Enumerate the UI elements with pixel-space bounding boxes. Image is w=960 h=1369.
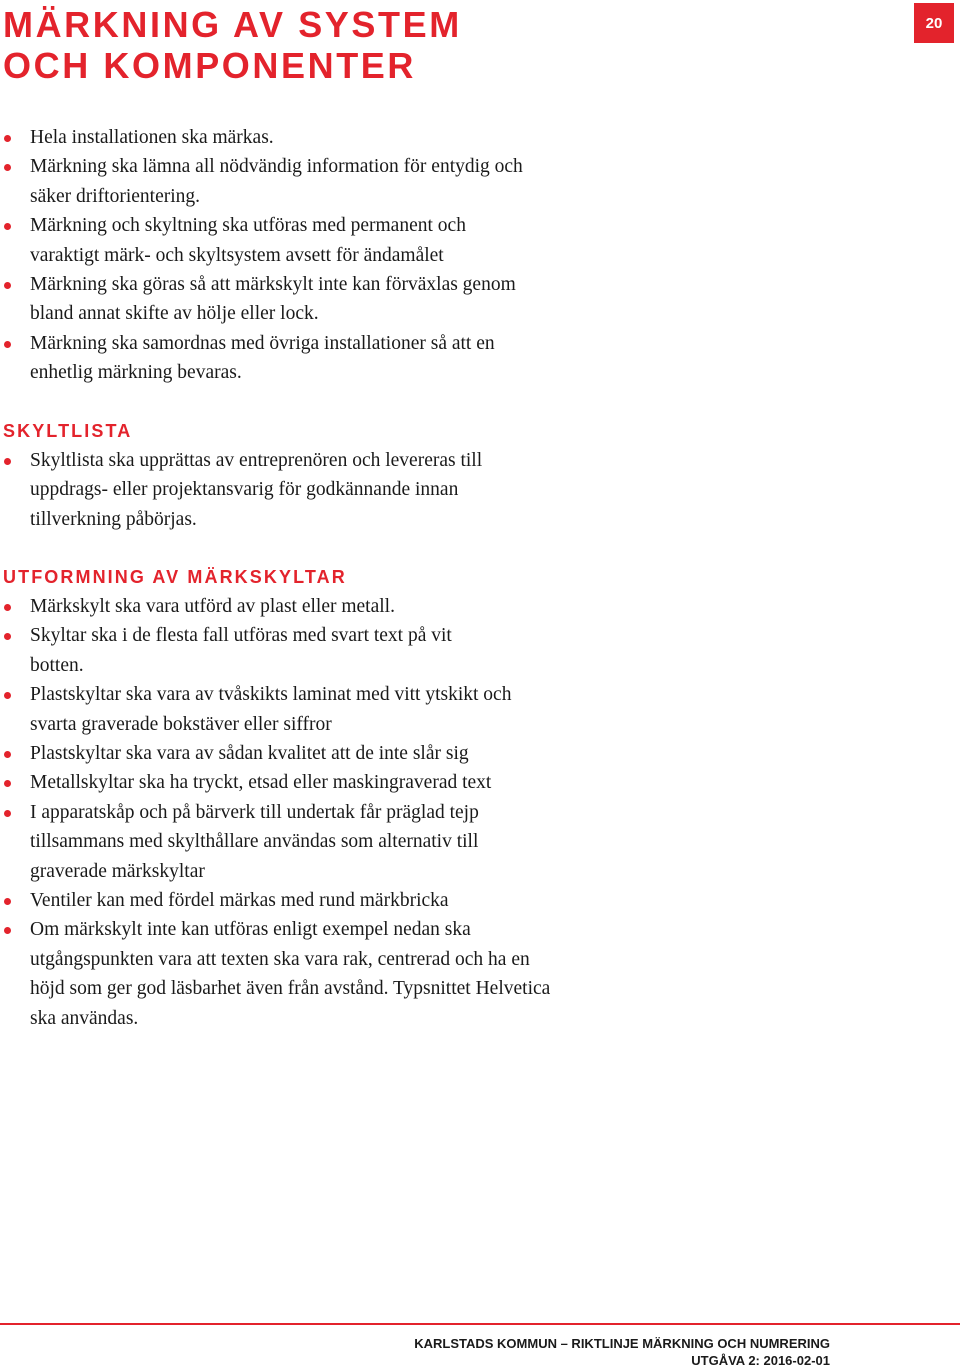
list-item: Skyltlista ska upprättas av entreprenören och levereras till uppdrags- eller projektansvarig för godkännande innan tillverkning påbörjas. [0, 446, 538, 534]
list-item: Ventiler kan med fördel märkas med rund märkbricka [0, 886, 600, 915]
footer-divider [0, 1323, 960, 1325]
footer-edition: UTGÅVA 2: 2016-02-01 [691, 1353, 830, 1368]
list-item: Metallskyltar ska ha tryckt, etsad eller maskingraverad text [0, 768, 600, 797]
list-item: Märkning ska lämna all nödvändig information för entydig och säker driftorientering. [0, 152, 550, 211]
page-number-badge: 20 [914, 3, 954, 43]
list-item: Plastskyltar ska vara av sådan kvalitet att de inte slår sig [0, 739, 600, 768]
list-item: Märkning ska göras så att märkskylt inte kan förväxlas genom bland annat skifte av hölje eller lock. [0, 270, 520, 329]
list-item: Om märkskylt inte kan utföras enligt exempel nedan ska utgångspunkten vara att texten ska vara rak, centrerad och ha en höjd som ger god läsbarhet även från avstånd. Typsnittet Helvetica ska användas. [0, 915, 560, 1033]
list-item: Skyltar ska i de flesta fall utföras med svart text på vit botten. [0, 621, 500, 680]
list-item: Märkskylt ska vara utförd av plast eller metall. [0, 592, 600, 621]
list-item: Hela installationen ska märkas. [0, 123, 600, 152]
footer-organization: KARLSTADS KOMMUN – RIKTLINJE MÄRKNING OCH NUMRERING [414, 1336, 830, 1351]
list-item: Plastskyltar ska vara av tvåskikts laminat med vitt ytskikt och svarta graverade bokstäver eller siffror [0, 680, 535, 739]
title-line-2: OCH KOMPONENTER [3, 45, 417, 86]
intro-bullet-list [0, 123, 600, 388]
page-title [3, 4, 462, 86]
title-line-1: MÄRKNING AV SYSTEM [3, 4, 462, 45]
list-item: I apparatskåp och på bärverk till undertak får präglad tejp tillsammans med skylthållare användas som alternativ till graverade märkskyltar [0, 798, 530, 886]
list-item: Märkning ska samordnas med övriga installationer så att en enhetlig märkning bevaras. [0, 329, 550, 388]
section-heading-skyltlista: SKYLTLISTA [3, 421, 133, 441]
utformning-bullet-list [0, 592, 600, 1033]
section-heading-utformning: UTFORMNING AV MÄRKSKYLTAR [3, 567, 347, 587]
list-item: Märkning och skyltning ska utföras med permanent och varaktigt märk- och skyltsystem avsett för ändamålet [0, 211, 520, 270]
skyltlista-bullet-list [0, 446, 600, 534]
